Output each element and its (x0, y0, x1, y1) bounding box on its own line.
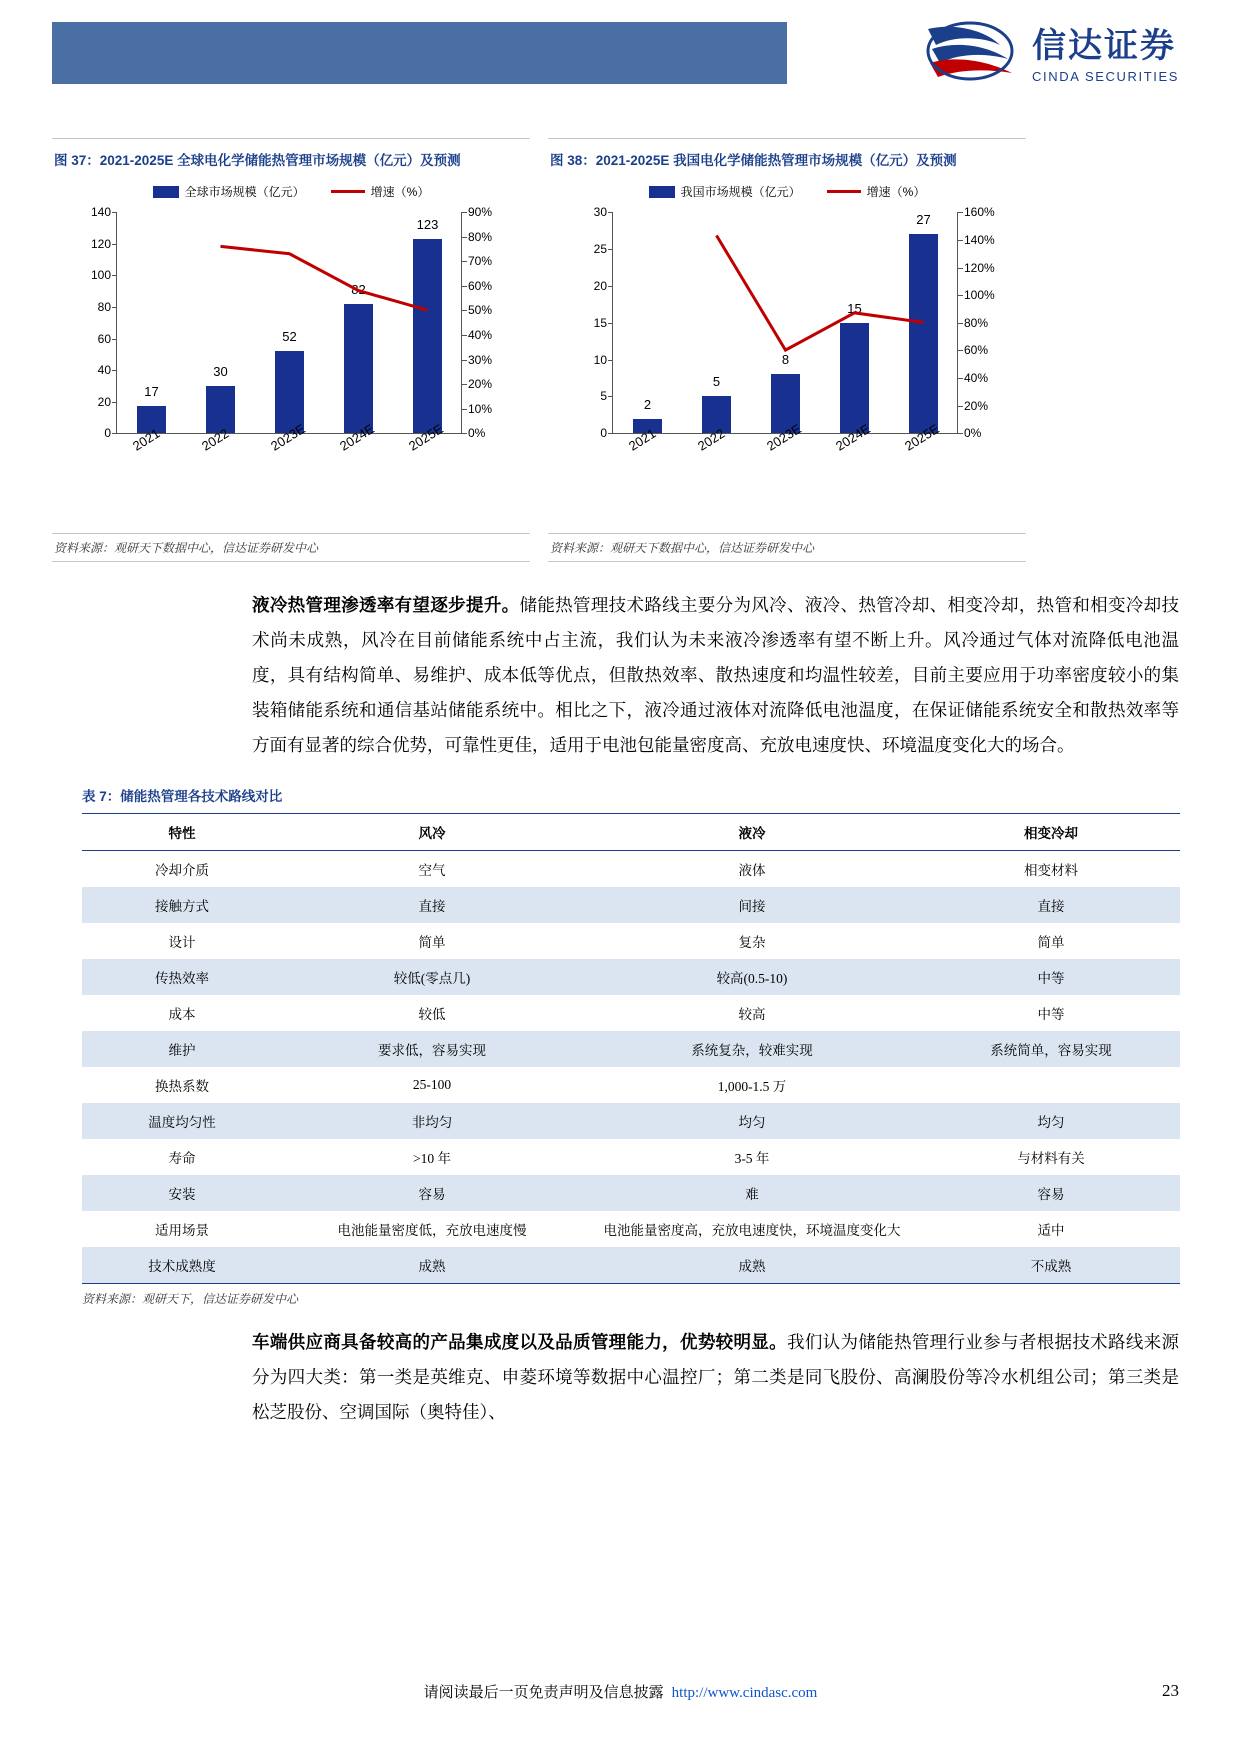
table-header-cell: 相变冷却 (922, 814, 1180, 851)
bar-value-label: 17 (144, 384, 159, 400)
table-row (82, 851, 1180, 888)
table-header-row (82, 814, 1180, 851)
y2-axis-tick-label: 160% (964, 205, 995, 220)
figure-37 (52, 138, 530, 562)
table-cell: 中等 (1037, 1007, 1065, 1023)
table-cell: 间接 (582, 887, 922, 923)
figure-38-right-axis (957, 212, 958, 434)
y2-axis-tick (958, 212, 963, 213)
y2-axis-tick (462, 409, 467, 410)
x-axis-tick-label: 2023E (763, 421, 804, 454)
y-axis-tick (112, 433, 117, 434)
table-cell: 简单 (1037, 935, 1065, 951)
bar-value-label: 52 (282, 329, 297, 345)
table-cell: 直接 (922, 887, 1180, 923)
y2-axis-tick (462, 261, 467, 262)
paragraph-liquid-cooling (252, 588, 1179, 763)
table-cell: 复杂 (738, 935, 766, 951)
brand-name-en: CINDA SECURITIES (1032, 69, 1179, 84)
y-axis-tick-label: 20 (593, 278, 607, 293)
table-row-label: 换热系数 (155, 1079, 209, 1095)
y2-axis-tick (958, 323, 963, 324)
figure-38-title: 图 38：2021-2025E 我国电化学储能热管理市场规模（亿元）及预测 (550, 153, 957, 168)
table-7 (82, 813, 1180, 1284)
table-cell: 非均匀 (282, 1103, 582, 1139)
table-row-label: 接触方式 (82, 887, 282, 923)
table-cell: 较高(0.5-10) (582, 959, 922, 995)
figure-37-legend (52, 173, 530, 202)
table-cell: 成熟 (582, 1247, 922, 1284)
figure-38-chart (548, 173, 1026, 533)
y2-axis-tick-label: 50% (468, 303, 493, 318)
table-cell: 简单 (418, 935, 446, 951)
y2-axis-tick-label: 20% (468, 377, 493, 392)
figure-37-plot-area (54, 202, 524, 492)
y2-axis-tick-label: 70% (468, 254, 493, 269)
table-cell: 均匀 (922, 1103, 1180, 1139)
footer-disclaimer: 请阅读最后一页免责声明及信息披露 (423, 1685, 664, 1701)
y2-axis-tick (462, 335, 467, 336)
legend-bar-label: 我国市场规模（亿元） (680, 185, 801, 200)
table-header-cell: 风冷 (282, 814, 582, 851)
y2-axis-tick (462, 286, 467, 287)
footer-website-link[interactable]: http://www.cindasc.com (671, 1685, 818, 1701)
table-cell: >10 年 (413, 1151, 451, 1167)
x-axis-tick-label: 2025E (405, 421, 446, 454)
figure-37-right-axis (461, 212, 462, 434)
table-row (82, 1031, 1180, 1067)
figure-38-plot-area (550, 202, 1020, 492)
table-cell: 空气 (418, 863, 446, 879)
y-axis-tick-label: 5 (600, 389, 607, 404)
bar-value-label: 123 (416, 217, 439, 233)
x-axis-tick-label: 2025E (901, 421, 942, 454)
table-cell: 相变材料 (1024, 863, 1078, 879)
bar-value-label: 27 (916, 212, 931, 228)
legend-item-bar (153, 183, 305, 200)
bar-value-label: 2 (643, 396, 652, 412)
y2-axis-tick (462, 433, 467, 434)
legend-item-bar (649, 183, 801, 200)
table-cell: 3-5 年 (734, 1151, 770, 1167)
table-cell: 不成熟 (922, 1247, 1180, 1284)
paragraph-1-lead: 液冷热管理渗透率有望逐步提升。 (252, 595, 520, 616)
legend-line-label: 增速（%） (866, 185, 926, 200)
table-cell: 成熟 (282, 1247, 582, 1284)
y2-axis-tick-label: 80% (468, 229, 493, 244)
x-axis-tick-label: 2022 (694, 425, 727, 454)
y-axis-tick-label: 80 (97, 299, 111, 314)
table-row-label: 维护 (82, 1031, 282, 1067)
table-row (82, 995, 1180, 1031)
table-cell: 电池能量密度低，充放电速度慢 (337, 1223, 527, 1239)
table-cell: 较高 (738, 1007, 766, 1023)
table-cell: 较低 (418, 1007, 446, 1023)
figure-38-source: 资料来源：观研天下数据中心，信达证券研发中心 (548, 533, 1026, 561)
figure-38-legend (548, 173, 1026, 202)
y2-axis-tick-label: 80% (964, 315, 989, 330)
y2-axis-tick-label: 40% (964, 371, 989, 385)
table-row-label: 安装 (82, 1175, 282, 1211)
paragraph-2-lead: 车端供应商具备较高的产品集成度以及品质管理能力，优势较明显。 (252, 1332, 787, 1353)
table-cell: 要求低，容易实现 (282, 1031, 582, 1067)
table-header-cell: 液冷 (582, 814, 922, 851)
paragraph-suppliers (252, 1325, 1179, 1430)
y2-axis-tick-label: 0% (468, 426, 486, 441)
table-row-label: 寿命 (168, 1151, 196, 1167)
bar-value-label: 8 (781, 352, 790, 368)
table-row (82, 887, 1180, 923)
table-row (82, 1247, 1180, 1284)
y2-axis-tick (958, 433, 963, 434)
figure-37-chart (52, 173, 530, 533)
table-cell: 直接 (282, 887, 582, 923)
figure-37-axes (90, 205, 493, 454)
bar-value-label: 82 (351, 281, 366, 297)
y2-axis-tick (958, 295, 963, 296)
figures-row (0, 110, 1241, 562)
table-cell: 难 (582, 1175, 922, 1211)
y2-axis-tick (958, 240, 963, 241)
y2-axis-tick (958, 378, 963, 379)
x-axis-tick-label: 2021 (625, 425, 658, 454)
y2-axis-tick (462, 237, 467, 238)
figure-38 (548, 138, 1026, 562)
y2-axis-tick (958, 268, 963, 269)
table-row-label: 温度均匀性 (82, 1103, 282, 1139)
y2-axis-tick (958, 406, 963, 407)
table-cell: 适中 (1037, 1223, 1065, 1239)
y-axis-tick-label: 140 (90, 205, 111, 220)
paragraph-1-body: 储能热管理技术路线主要分为风冷、液冷、热管冷却、相变冷却，热管和相变冷却技术尚未成熟，风冷在目前储能系统中占主流，我们认为未来液冷渗透率有望不断上升。风冷通过气体对流降低电池温度，具有结构简单、易维护、成本低等优点，但散热效率、散热速度和均温性较差，目前主要应用于功率密度较小的集装箱储能系统和通信基站储能系统中。相比之下，液冷通过液体对流降低电池温度，在保证储能系统安全和散热效率等方面有显著的综合优势，可靠性更佳，适用于电池包能量密度高、充放电速度快、环境温度变化大的场合。 (252, 595, 1179, 756)
table-cell: 与材料有关 (1017, 1151, 1085, 1167)
table-row (82, 1175, 1180, 1211)
figure-37-source: 资料来源：观研天下数据中心，信达证券研发中心 (52, 533, 530, 561)
y-axis-tick-label: 30 (593, 205, 607, 220)
table-row (82, 1139, 1180, 1175)
growth-rate-line (117, 212, 462, 433)
figure-38-axes (593, 205, 995, 454)
x-axis-tick-label: 2023E (267, 421, 308, 454)
table-row-label: 适用场景 (155, 1223, 209, 1239)
legend-line-swatch (827, 190, 861, 193)
y2-axis-tick-label: 120% (964, 260, 995, 275)
y-axis-tick-label: 25 (593, 242, 607, 257)
table-row-label: 冷却介质 (155, 863, 209, 879)
y2-axis-tick-label: 10% (468, 401, 493, 416)
table-body (82, 851, 1180, 1284)
legend-line-label: 增速（%） (370, 185, 430, 200)
growth-rate-line (613, 212, 958, 433)
header-blue-bar (52, 22, 787, 84)
table-cell: 25-100 (412, 1077, 452, 1093)
table-row-label: 技术成熟度 (82, 1247, 282, 1284)
legend-line-swatch (331, 190, 365, 193)
y2-axis-tick-label: 90% (468, 205, 493, 220)
table-row (82, 1211, 1180, 1247)
table-cell: 系统简单，容易实现 (922, 1031, 1180, 1067)
table-row-label: 成本 (168, 1007, 196, 1023)
y-axis-tick-label: 120 (90, 236, 111, 251)
table-cell: 系统复杂，较难实现 (582, 1031, 922, 1067)
y-axis-tick-label: 10 (593, 352, 607, 367)
y-axis-tick-label: 0 (104, 426, 111, 441)
brand-logo (922, 18, 1179, 84)
x-axis-tick-label: 2024E (832, 421, 873, 454)
y2-axis-tick (462, 360, 467, 361)
brand-name-cn: 信达证券 (1032, 28, 1177, 65)
table-row-label: 设计 (168, 935, 196, 951)
y2-axis-tick-label: 30% (468, 352, 493, 367)
bar-value-label: 30 (213, 363, 228, 379)
x-axis-tick-label: 2021 (129, 425, 162, 454)
table-row-label: 传热效率 (82, 959, 282, 995)
table-cell: 均匀 (582, 1103, 922, 1139)
page-header (0, 0, 1241, 110)
y2-axis-tick-label: 40% (468, 328, 493, 343)
table-7-title: 表 7：储能热管理各技术路线对比 (82, 789, 283, 805)
table-7-source: 资料来源：观研天下，信达证券研发中心 (82, 1292, 299, 1307)
table-cell: 容易 (922, 1175, 1180, 1211)
y2-axis-tick-label: 140% (964, 232, 995, 247)
table-row (82, 1103, 1180, 1139)
table-cell (922, 1067, 1180, 1103)
y2-axis-tick (958, 350, 963, 351)
legend-bar-swatch (153, 186, 179, 198)
table-cell: 电池能量密度高，充放电速度快，环境温度变化大 (603, 1223, 901, 1239)
y-axis-tick-label: 0 (600, 426, 607, 441)
y-axis-tick-label: 40 (97, 363, 111, 378)
y2-axis-tick (462, 384, 467, 385)
table-cell: 较低(零点几) (282, 959, 582, 995)
x-axis-tick-label: 2024E (336, 421, 377, 454)
table-row (82, 923, 1180, 959)
table-row (82, 1067, 1180, 1103)
table-cell: 液体 (738, 863, 766, 879)
y2-axis-tick-label: 60% (468, 278, 493, 293)
y-axis-tick-label: 15 (593, 315, 607, 330)
brand-name (1032, 18, 1179, 84)
x-axis-tick-label: 2022 (198, 425, 231, 454)
table-cell: 中等 (922, 959, 1180, 995)
bar-value-label: 5 (712, 374, 721, 390)
legend-item-line (331, 183, 430, 200)
y2-axis-tick-label: 60% (964, 343, 989, 358)
legend-bar-swatch (649, 186, 675, 198)
y2-axis-tick (462, 212, 467, 213)
y-axis-tick (608, 433, 613, 434)
page-footer (0, 1681, 1241, 1702)
y2-axis-tick-label: 100% (964, 288, 995, 303)
y-axis-tick-label: 100 (90, 268, 111, 283)
paragraph-2-body: 我们认为储能热管理行业参与者根据技术路线来源分为四大类：第一类是英维克、申菱环境等数据中心温控厂；第二类是同飞股份、高澜股份等冷水机组公司；第三类是松芝股份、空调国际（奥特佳）、 (252, 1332, 1179, 1423)
table-cell: 1,000-1.5 万 (717, 1079, 787, 1095)
table-row (82, 959, 1180, 995)
y2-axis-tick (462, 310, 467, 311)
table-cell: 容易 (282, 1175, 582, 1211)
table-header-cell: 特性 (82, 814, 282, 851)
y2-axis-tick-label: 0% (964, 426, 982, 441)
legend-item-line (827, 183, 926, 200)
cinda-logo-icon (922, 19, 1018, 83)
bar-value-label: 15 (847, 300, 862, 316)
figure-37-title: 图 37：2021-2025E 全球电化学储能热管理市场规模（亿元）及预测 (54, 153, 461, 168)
y2-axis-tick-label: 20% (964, 398, 989, 413)
y-axis-tick-label: 60 (97, 331, 111, 346)
legend-bar-label: 全球市场规模（亿元） (184, 185, 305, 200)
page-number: 23 (1162, 1681, 1179, 1700)
y-axis-tick-label: 20 (97, 394, 111, 409)
